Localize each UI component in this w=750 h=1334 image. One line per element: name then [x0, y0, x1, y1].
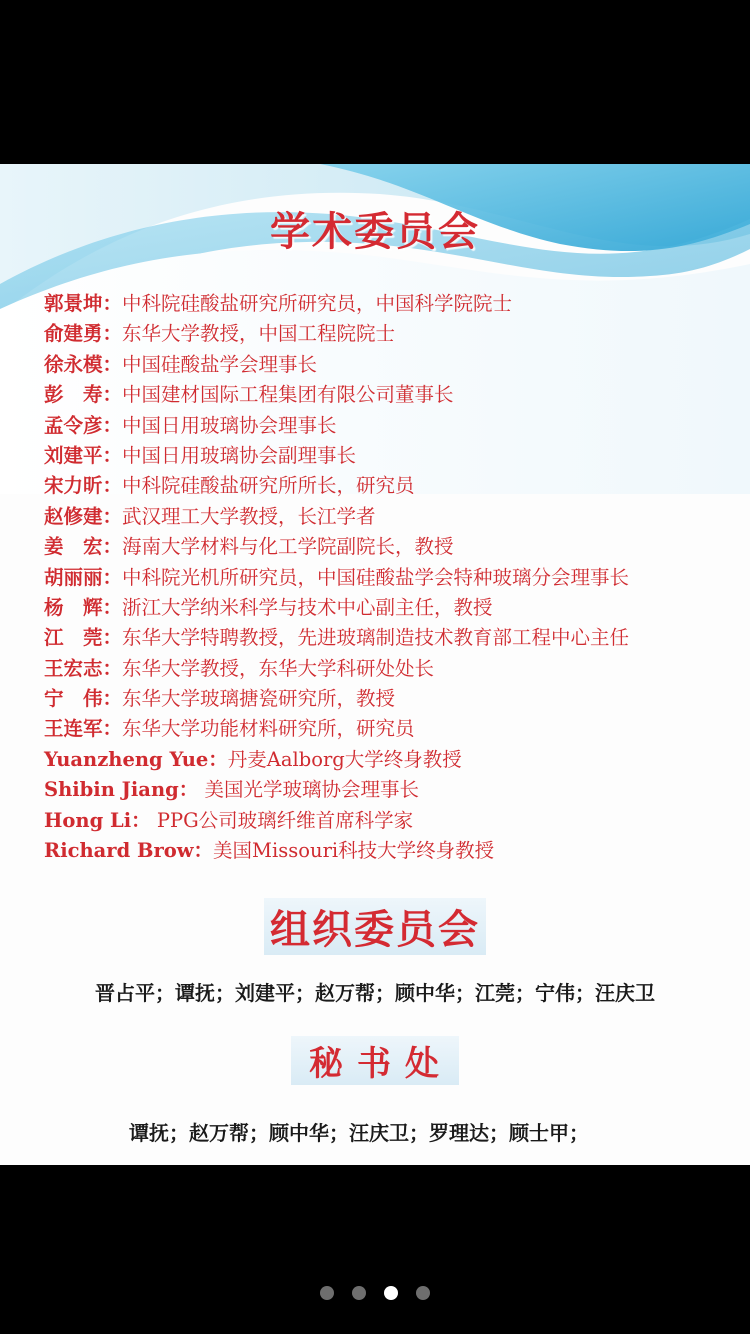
member-name: Yuanzheng Yue： — [44, 747, 228, 771]
academic-committee-title: 学术委员会 — [270, 208, 480, 255]
member-role: 东华大学教授，中国工程院院士 — [122, 322, 396, 346]
member-row — [44, 411, 744, 441]
member-name: 王宏志： — [44, 656, 123, 680]
member-role: 中科院硅酸盐研究所所长，研究员 — [122, 474, 415, 498]
member-name: 刘建平： — [44, 443, 123, 467]
member-name: 徐永模： — [44, 352, 123, 376]
member-row — [44, 714, 744, 744]
member-name: 宋力昕： — [44, 474, 123, 498]
member-row — [44, 563, 744, 593]
member-row — [44, 471, 744, 501]
member-role: 东华大学特聘教授，先进玻璃制造技术教育部工程中心主任 — [122, 626, 630, 650]
member-row — [44, 380, 744, 410]
member-role: 美国Missouri科技大学终身教授 — [213, 839, 495, 863]
secretariat-names: 谭抚；赵万帮；顾中华；汪庆卫；罗理达；顾士甲； — [129, 1121, 589, 1145]
member-role: 美国光学玻璃协会理事长 — [198, 778, 419, 802]
member-row — [44, 806, 744, 836]
page-dot[interactable] — [320, 1286, 334, 1300]
member-name: 赵修建： — [44, 504, 123, 528]
member-row — [44, 350, 744, 380]
member-name: Hong Li： — [44, 808, 151, 832]
member-name: 江 莞： — [44, 626, 123, 650]
member-name: 郭景坤： — [44, 292, 123, 315]
member-row — [44, 441, 744, 471]
member-name: 彭 寿： — [44, 383, 123, 407]
member-row — [44, 836, 744, 866]
member-name: Shibin Jiang： — [44, 778, 199, 802]
member-row — [44, 623, 744, 653]
member-role: 东华大学教授，东华大学科研处处长 — [122, 656, 435, 680]
member-role: 中国建材国际工程集团有限公司董事长 — [122, 383, 454, 407]
member-row — [44, 684, 744, 714]
slide-image[interactable] — [0, 164, 750, 1165]
member-name: 俞建勇： — [44, 322, 123, 346]
member-name: 姜 宏： — [44, 535, 123, 559]
member-role: 武汉理工大学教授，长江学者 — [122, 504, 376, 528]
member-role: 中国硅酸盐学会理事长 — [122, 352, 318, 376]
member-name: 孟令彦： — [44, 413, 123, 437]
member-row — [44, 502, 744, 532]
member-row — [44, 745, 744, 775]
secretariat-title: 秘书处 — [0, 1036, 750, 1085]
organizing-committee-names: 晋占平；谭抚；刘建平；赵万帮；顾中华；江莞；宁伟；汪庆卫 — [95, 981, 655, 1005]
member-role: 中国日用玻璃协会理事长 — [122, 413, 337, 437]
member-role: 中科院硅酸盐研究所研究员，中国科学院院士 — [122, 292, 513, 315]
member-role: 东华大学玻璃搪瓷研究所，教授 — [122, 687, 396, 711]
member-row — [44, 319, 744, 349]
member-row — [44, 775, 744, 805]
page-indicator — [0, 1286, 750, 1300]
organizing-committee-title: 组织委员会 — [0, 898, 750, 955]
member-row — [44, 593, 744, 623]
academic-committee-list — [44, 289, 744, 866]
member-name: 胡丽丽： — [44, 565, 123, 589]
page-dot-active[interactable] — [384, 1286, 398, 1300]
member-name: 王连军： — [44, 717, 123, 741]
member-role: 中国日用玻璃协会副理事长 — [122, 443, 357, 467]
page-dot[interactable] — [352, 1286, 366, 1300]
member-name: 杨 辉： — [44, 595, 123, 619]
member-role: 浙江大学纳米科学与技术中心副主任，教授 — [122, 595, 493, 619]
member-role: 海南大学材料与化工学院副院长，教授 — [122, 535, 454, 559]
member-name: Richard Brow： — [44, 839, 214, 863]
member-row — [44, 532, 744, 562]
member-role: 中科院光机所研究员，中国硅酸盐学会特种玻璃分会理事长 — [122, 565, 630, 589]
member-name: 宁 伟： — [44, 687, 123, 711]
page-dot[interactable] — [416, 1286, 430, 1300]
member-row — [44, 289, 744, 319]
member-role: 东华大学功能材料研究所，研究员 — [122, 717, 415, 741]
member-role: PPG公司玻璃纤维首席科学家 — [150, 808, 414, 832]
member-row — [44, 654, 744, 684]
member-role: 丹麦Aalborg大学终身教授 — [227, 747, 462, 771]
